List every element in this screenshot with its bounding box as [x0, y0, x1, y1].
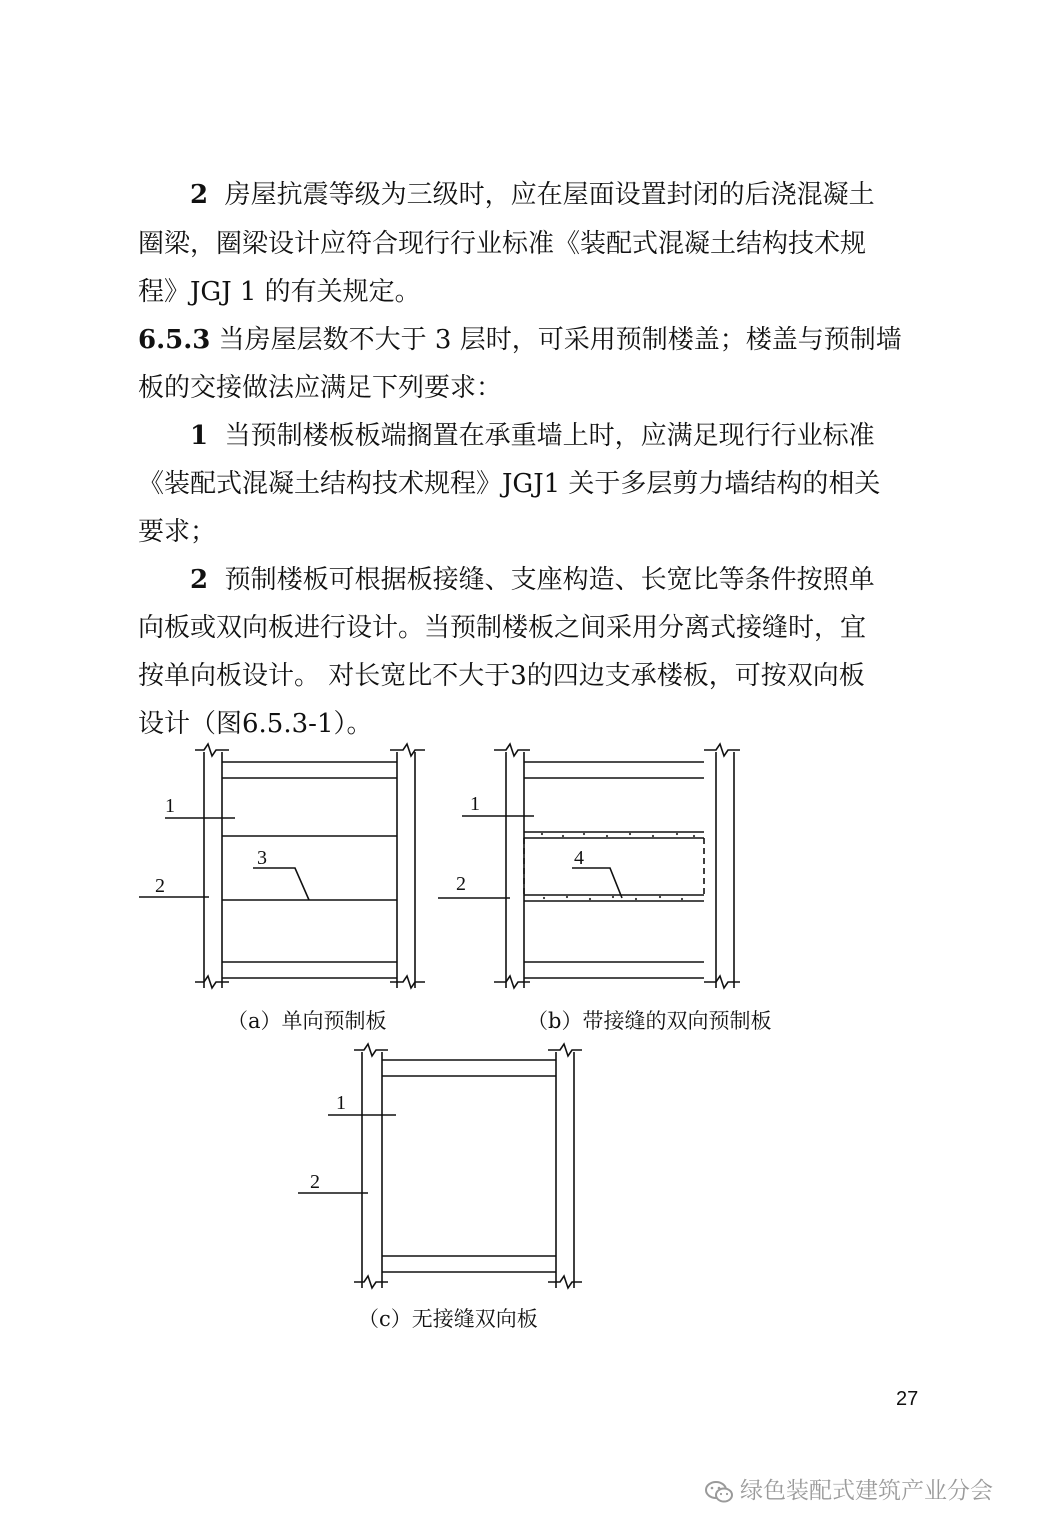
p3-line2: 《装配式混凝土结构技术规程》JGJ1 关于多层剪力墙结构的相关 [138, 469, 881, 499]
figure-a-caption: （a）单向预制板 [227, 1009, 387, 1033]
wechat-icon [704, 1478, 740, 1504]
p1-line1: 2 房屋抗震等级为三级时，应在屋面设置封闭的后浇混凝土 [190, 180, 875, 210]
p1-line3: 程》JGJ 1 的有关规定。 [138, 277, 421, 307]
clause-number: 6.5.3 [138, 325, 211, 355]
watermark-text: 绿色装配式建筑产业分会 [740, 1478, 993, 1504]
item-number: 1 [190, 421, 209, 451]
p2-line2: 板的交接做法应满足下列要求： [138, 373, 503, 403]
page-number: 27 [896, 1388, 919, 1410]
label-2: 2 [456, 873, 466, 895]
label-3: 3 [257, 847, 267, 869]
p3-line3: 要求； [138, 517, 217, 547]
p2-line1: 6.5.3 当房屋层数不大于 3 层时，可采用预制楼盖；楼盖与预制墙 [138, 325, 902, 355]
figure-b-two-way-slab-with-joint [432, 740, 752, 1000]
item-number: 2 [190, 180, 209, 210]
p4-line3: 按单向板设计。 对长宽比不大于3的四边支承楼板，可按双向板 [138, 661, 865, 691]
figure-a-one-way-slab [135, 740, 445, 1000]
p4-line2: 向板或双向板进行设计。当预制楼板之间采用分离式接缝时，宜 [138, 613, 867, 643]
label-4: 4 [574, 847, 584, 869]
p1-line2: 圈梁，圈梁设计应符合现行行业标准《装配式混凝土结构技术规 [138, 229, 867, 259]
label-2: 2 [310, 1171, 320, 1193]
item-number: 2 [190, 565, 209, 595]
label-1: 1 [165, 795, 175, 817]
figure-c-two-way-slab-no-joint [292, 1040, 602, 1300]
p4-line4: 设计（图6.5.3-1）。 [138, 709, 373, 739]
p3-line1: 1 当预制楼板板端搁置在承重墙上时，应满足现行行业标准 [190, 421, 875, 451]
label-1: 1 [336, 1092, 346, 1114]
figure-b-caption: （b）带接缝的双向预制板 [527, 1009, 772, 1033]
p4-line1: 2 预制楼板可根据板接缝、支座构造、长宽比等条件按照单 [190, 565, 875, 595]
label-1: 1 [470, 793, 480, 815]
watermark [704, 1472, 993, 1505]
figure-c-caption: （c）无接缝双向板 [358, 1307, 538, 1331]
label-2: 2 [155, 875, 165, 897]
